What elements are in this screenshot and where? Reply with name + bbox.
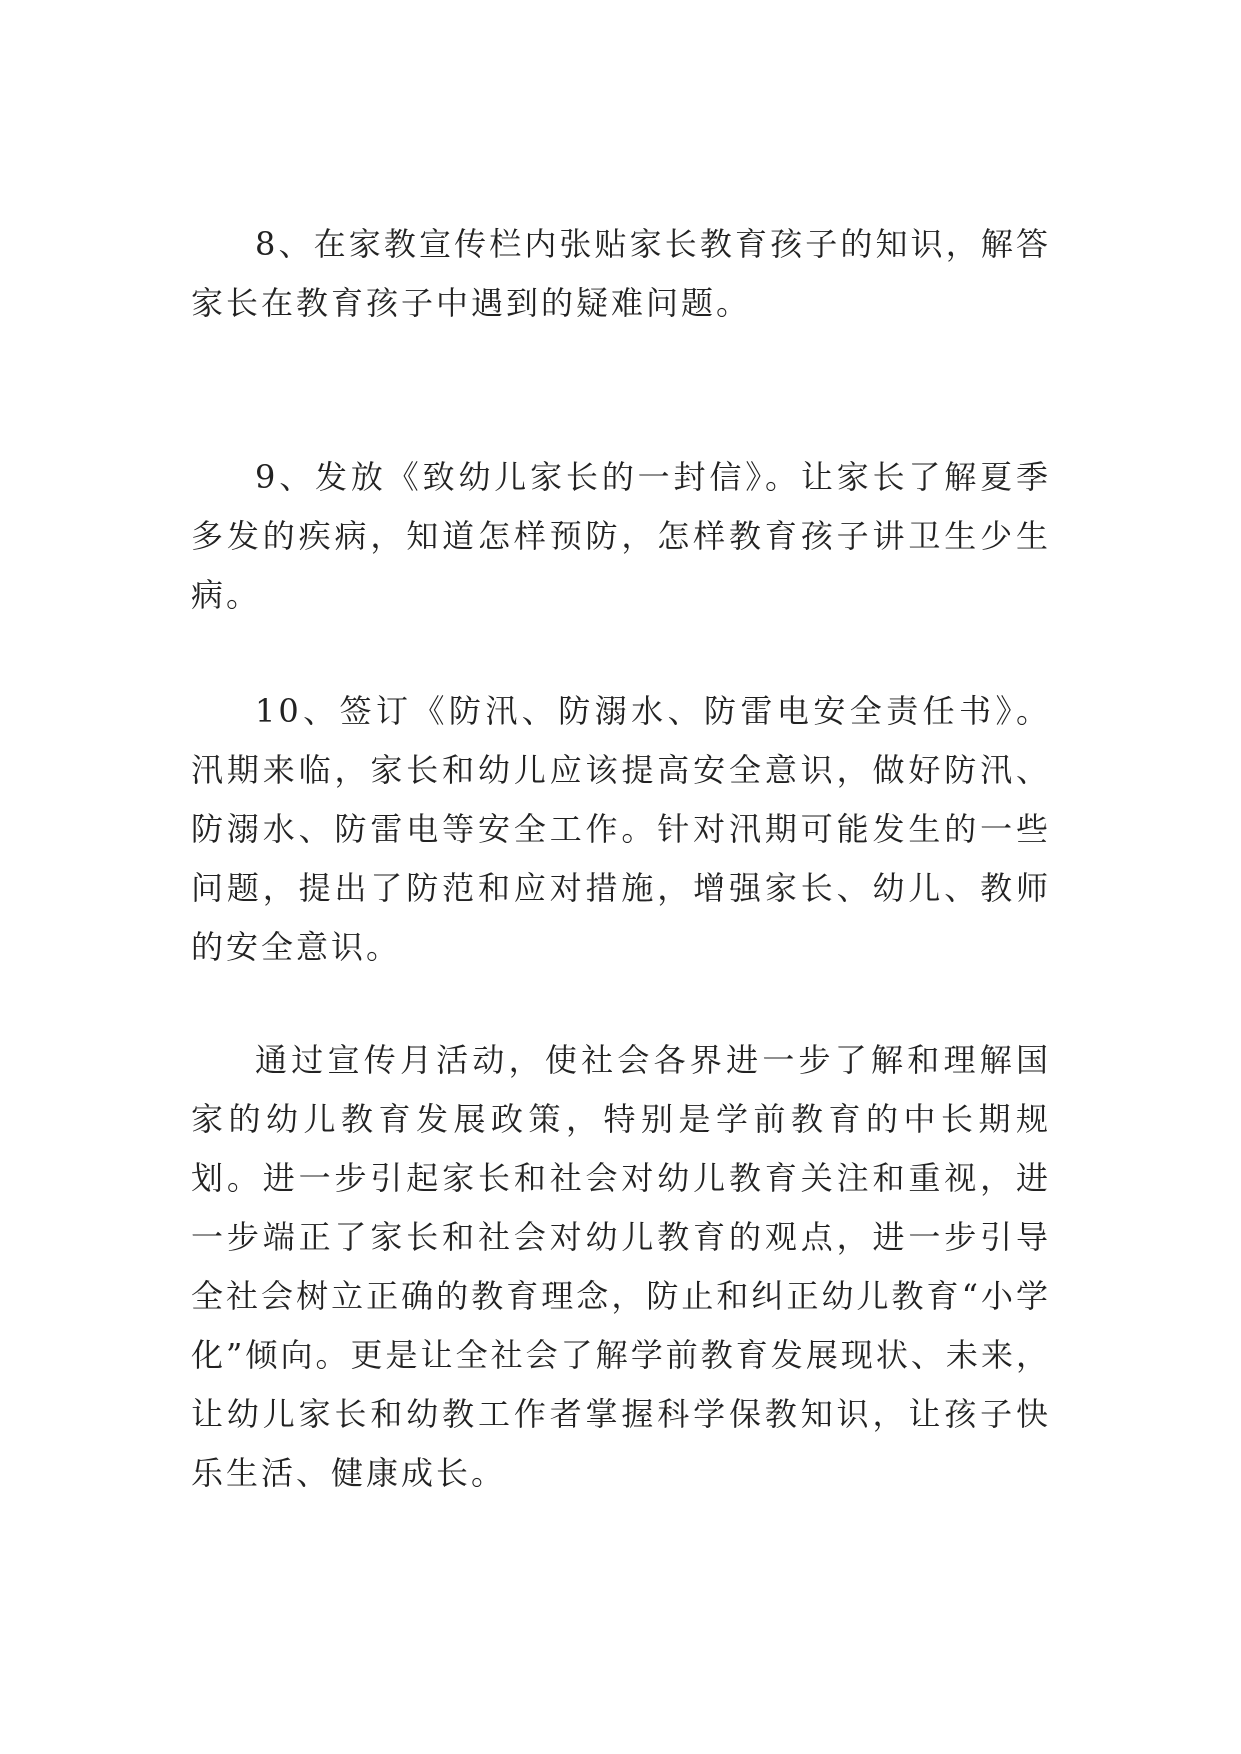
paragraph-item-9: 9、发放《致幼儿家长的一封信》。让家长了解夏季多发的疾病，知道怎样预防，怎样教育孩子讲卫生少生病。	[191, 458, 1051, 614]
paragraph-item-10: 10、签订《防汛、防溺水、防雷电安全责任书》。汛期来临，家长和幼儿应该提高安全意识，做好防汛、防溺水、防雷电等安全工作。针对汛期可能发生的一些问题，提出了防范和应对措施，增强家长、幼儿、教师的安全意识。	[191, 692, 1051, 966]
paragraph-item-8: 8、在家教宣传栏内张贴家长教育孩子的知识，解答家长在教育孩子中遇到的疑难问题。	[191, 225, 1051, 322]
paragraph-summary: 通过宣传月活动，使社会各界进一步了解和理解国家的幼儿教育发展政策，特别是学前教育的中长期规划。进一步引起家长和社会对幼儿教育关注和重视，进一步端正了家长和社会对幼儿教育的观点，进一步引导全社会树立正确的教育理念，防止和纠正幼儿教育“小学化”倾向。更是让全社会了解学前教育发展现状、未来，让幼儿家长和幼教工作者掌握科学保教知识，让孩子快乐生活、健康成长。	[191, 1041, 1051, 1492]
